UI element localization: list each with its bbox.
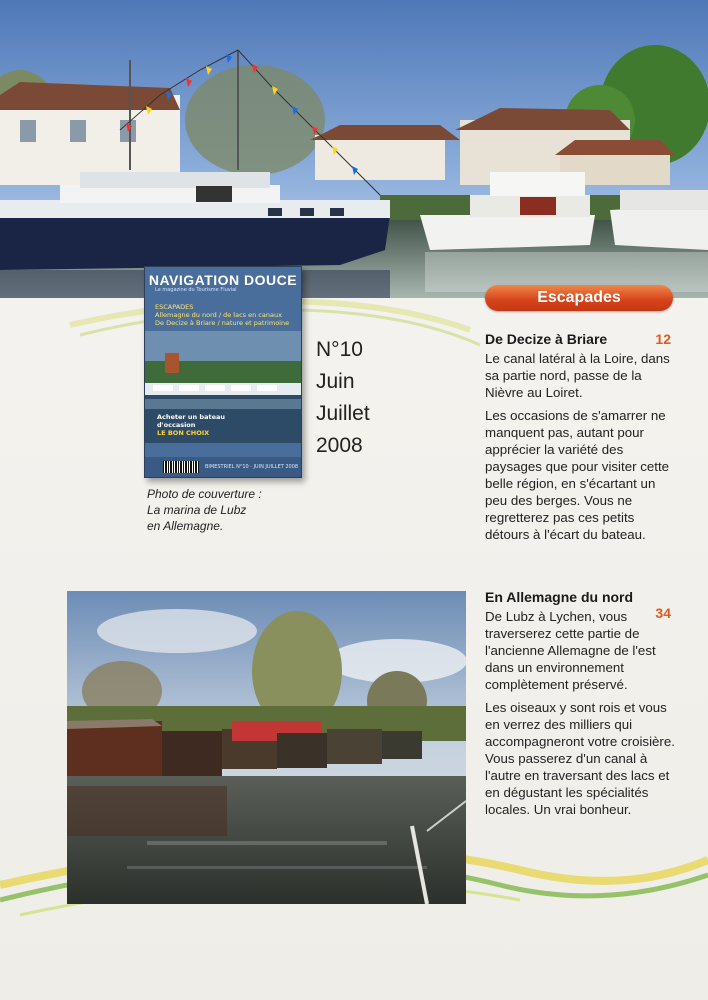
issue-month-2: Juillet (316, 402, 370, 425)
cover-headline: De Decize à Briare / nature et patrimoine (155, 319, 290, 327)
section-banner: Escapades (485, 285, 673, 311)
cover-caption (147, 486, 307, 534)
cover-cta-highlight: LE BON CHOIX (157, 429, 210, 437)
cover-title: NAVIGATION DOUCE (148, 272, 298, 288)
article-allemagne-nord (485, 590, 675, 818)
article-paragraph: Le canal latéral à la Loire, dans sa partie nord, passe de la Nièvre au Loiret. (485, 351, 670, 400)
article-title (485, 590, 645, 605)
issue-info (316, 334, 370, 462)
article-decize-briare (485, 332, 675, 543)
cover-date: BIMESTRIEL N°10 · JUIN JUILLET 2008 (205, 464, 299, 470)
caption-line: La marina de Lubz (147, 503, 247, 517)
boathouses-photo (67, 591, 466, 904)
cover-cta-line: Acheter un bateau (157, 413, 225, 421)
article-title-text: De Decize à Briare (485, 331, 608, 347)
issue-year: 2008 (316, 434, 363, 457)
cover-cta-line: d'occasion (157, 421, 196, 429)
article-paragraph: Les oiseaux y sont rois et vous en verrez des milliers qui accompagneront votre croisière. Vous passerez d'un canal à l'autre en traversant des lacs et en dégustant les spécialités locales. Un vrai bonheur. (485, 700, 675, 817)
cover-headline: Allemagne du nord / de lacs en canaux (155, 311, 282, 319)
article-paragraph: De Lubz à Lychen, vous traverserez cette partie de l'ancienne Allemagne de l'est dans un environnement complètement préservé. (485, 609, 656, 692)
cover-cta (157, 413, 225, 437)
issue-number: N°10 (316, 338, 363, 361)
issue-month-1: Juin (316, 370, 355, 393)
article-paragraph: Les occasions de s'amarrer ne manquent pas, autant pour apprécier la variété des paysages que pour visiter cette belle région, en s'écartant un peu des berges. Vous ne regretterez pas ces petits détours à l'écart du bateau. (485, 408, 670, 542)
cover-headlines (155, 303, 295, 327)
article-page-number: 34 (655, 605, 671, 621)
article-title-text: En Allemagne du nord (485, 589, 634, 605)
barcode (163, 461, 199, 473)
article-page-number: 12 (655, 331, 671, 347)
magazine-cover (144, 266, 302, 478)
caption-line: Photo de couverture : (147, 487, 262, 501)
caption-line: en Allemagne. (147, 519, 224, 533)
cover-tagline: Le magazine du Tourisme Fluvial (155, 287, 237, 293)
cover-headline: ESCAPADES (155, 303, 194, 311)
article-title (485, 332, 675, 347)
